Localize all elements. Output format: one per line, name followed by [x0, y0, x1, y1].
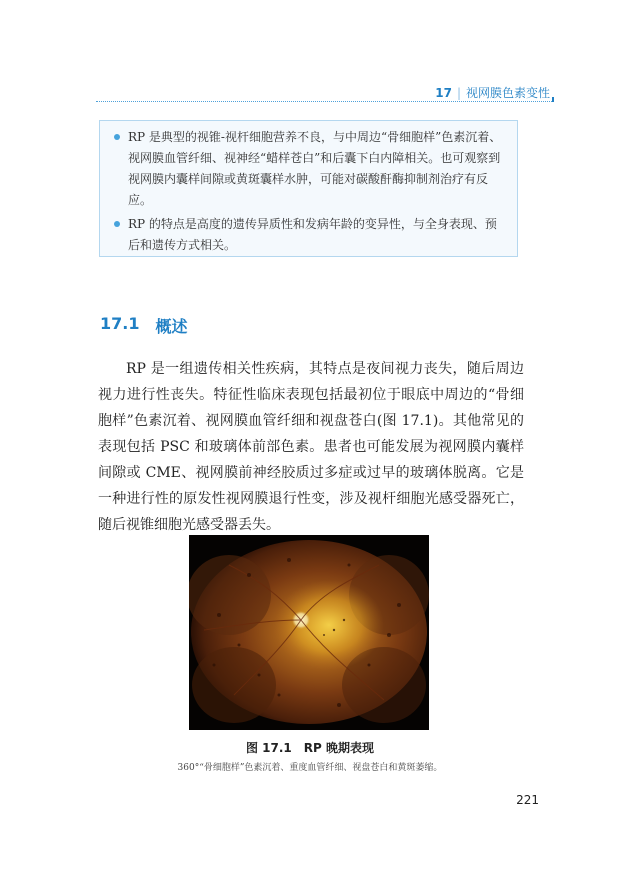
- chapter-title: 视网膜色素变性: [465, 86, 550, 100]
- key-point-text: RP 的特点是高度的遗传异质性和发病年龄的变异性，与全身表现、预后和遗传方式相关。: [128, 217, 497, 252]
- body-paragraph: RP 是一组遗传相关性疾病，其特点是夜间视力丧失，随后周边视力进行性丧失。特征性临床表现包括最初位于眼底中周边的“骨细胞样”色素沉着、视网膜血管纤细和视盘苍白(图 17.1)。其他常见的表现包括 PSC 和玻璃体前部色素。患者也可能发展为视网膜内囊样间隙或 CME、视网膜前神经胶质过多症或过早的玻璃体脱离。它是一种进行性的原发性视网膜退行性变，涉及视杆细胞光感受器死亡，随后视锥细胞光感受器丢失。: [98, 361, 524, 533]
- header-rule-tick: [552, 97, 554, 102]
- figure-note: 360°“骨细胞样”色素沉着、重度血管纤细、视盘苍白和黄斑萎缩。: [177, 763, 443, 773]
- fundus-photograph: [189, 535, 429, 730]
- page-number: 221: [516, 793, 539, 807]
- running-header: [435, 84, 550, 101]
- section-number: 17.1: [100, 314, 140, 333]
- section-title: 概述: [155, 317, 188, 336]
- fundus-montage: [189, 540, 429, 724]
- chapter-number: 17: [435, 85, 452, 100]
- bullet-icon: [114, 134, 120, 140]
- key-point-item: [114, 127, 507, 211]
- key-points-box: [99, 120, 518, 257]
- section-heading: [100, 314, 188, 337]
- figure-title: RP 晚期表现: [303, 741, 374, 755]
- figure-caption: [0, 739, 620, 756]
- header-rule: [96, 101, 554, 102]
- key-point-text: RP 是典型的视锥-视杆细胞营养不良，与中周边“骨细胞样”色素沉着、视网膜血管纤细、视神经“蜡样苍白”和后囊下白内障相关。也可观察到视网膜内囊样间隙或黄斑囊样水肿，可能对碳酸酐酶抑制剂治疗有反应。: [128, 130, 502, 207]
- bullet-icon: [114, 221, 120, 227]
- header-separator: |: [456, 85, 461, 100]
- figure-label: 图 17.1: [245, 741, 292, 755]
- key-point-item: [114, 214, 507, 256]
- fundus-image: [189, 535, 429, 730]
